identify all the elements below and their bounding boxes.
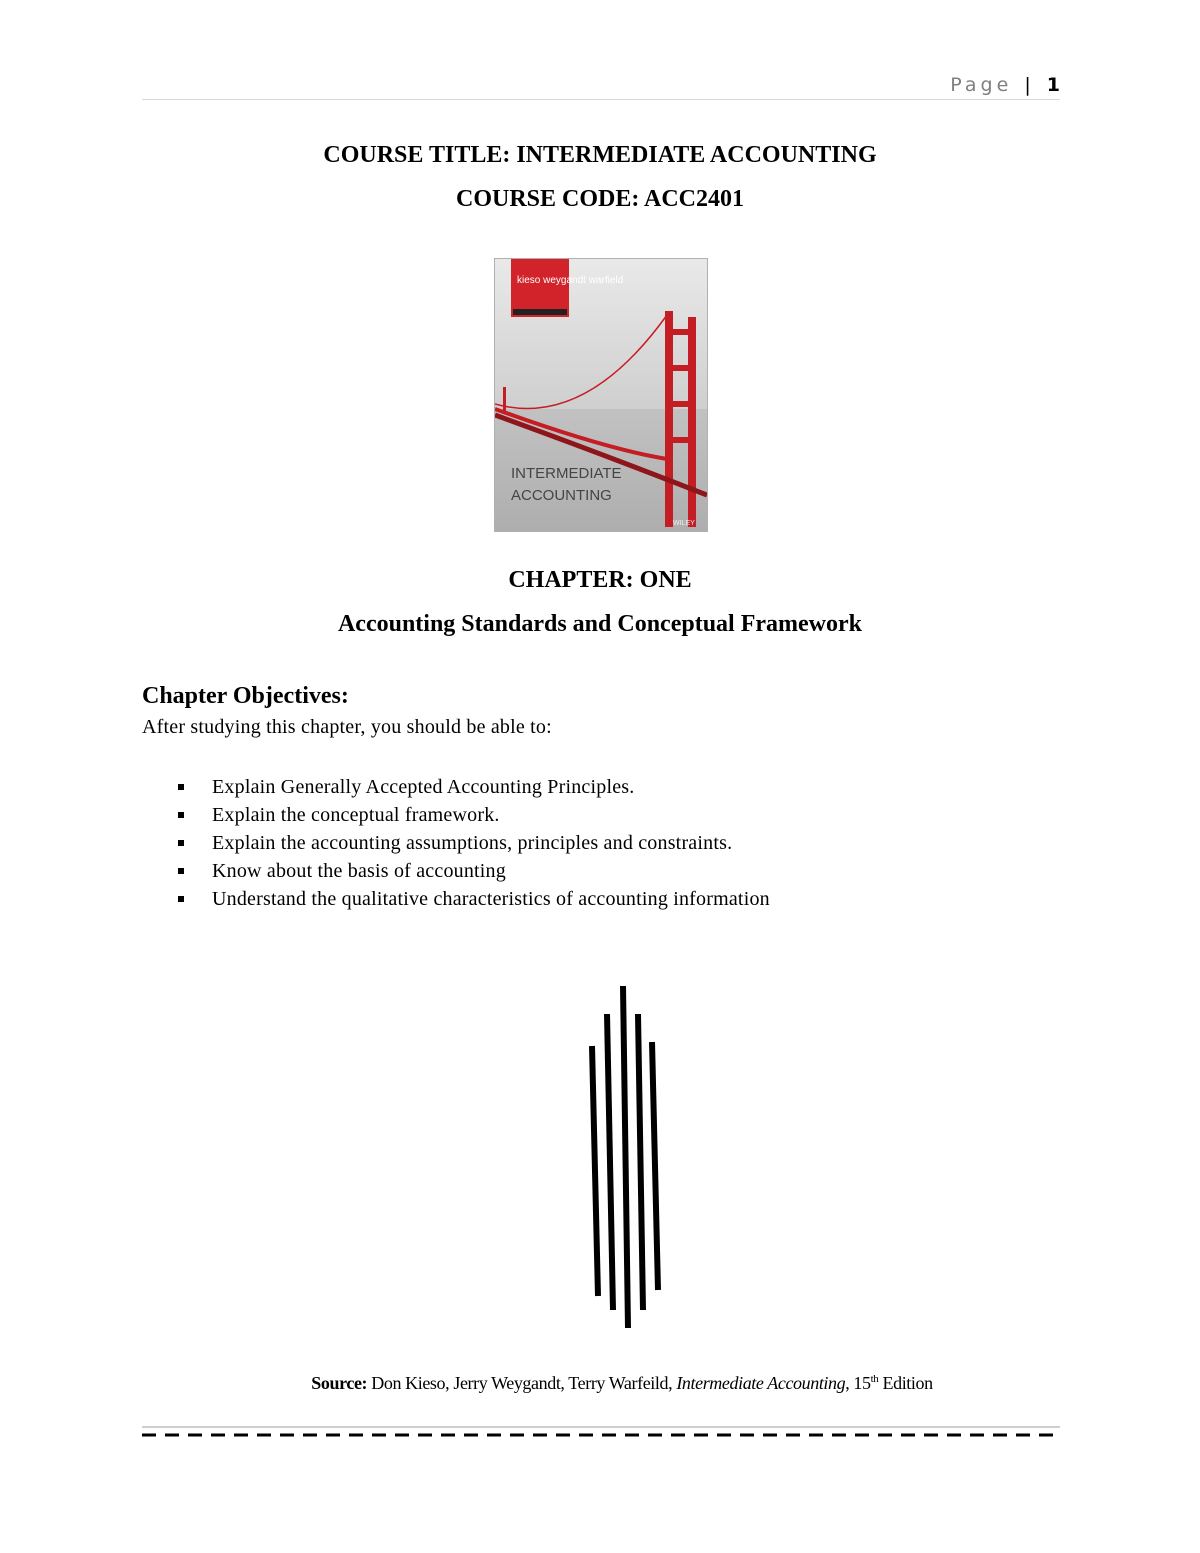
source-book-title: Intermediate Accounting bbox=[676, 1373, 846, 1393]
header-rule bbox=[142, 99, 1060, 100]
cover-title-line1: INTERMEDIATE bbox=[511, 465, 622, 482]
objective-item bbox=[142, 830, 770, 858]
objectives-list bbox=[142, 774, 770, 914]
square-bullet-icon bbox=[178, 868, 184, 874]
objectives-intro: After studying this chapter, you should be able to: bbox=[142, 716, 552, 738]
objective-text: Know about the basis of accounting bbox=[212, 860, 506, 882]
source-edition-suffix: th bbox=[870, 1373, 879, 1385]
square-bullet-icon bbox=[178, 784, 184, 790]
objective-text: Understand the qualitative characteristics of accounting information bbox=[212, 888, 770, 910]
footer-rule bbox=[142, 1426, 1060, 1428]
book-cover-image bbox=[494, 258, 708, 532]
page-label: Page bbox=[950, 74, 1013, 96]
square-bullet-icon bbox=[178, 840, 184, 846]
cover-publisher: WILEY bbox=[673, 520, 695, 527]
objective-text: Explain the accounting assumptions, principles and constraints. bbox=[212, 832, 733, 854]
vertical-lines-decoration bbox=[580, 980, 670, 1330]
square-bullet-icon bbox=[178, 812, 184, 818]
chapter-label: CHAPTER: ONE bbox=[508, 567, 692, 593]
course-code: COURSE CODE: ACC2401 bbox=[455, 186, 745, 212]
source-edition-word: Edition bbox=[878, 1373, 933, 1393]
square-bullet-icon bbox=[178, 896, 184, 902]
chapter-subtitle: Accounting Standards and Conceptual Framework bbox=[337, 611, 863, 637]
objective-item bbox=[142, 858, 770, 886]
course-title: COURSE TITLE: INTERMEDIATE ACCOUNTING bbox=[323, 142, 877, 168]
source-label: Source: bbox=[311, 1373, 368, 1393]
objective-item bbox=[142, 886, 770, 914]
page-number: 1 bbox=[1046, 74, 1060, 96]
page-separator: | bbox=[1024, 74, 1031, 96]
objective-text: Explain Generally Accepted Accounting Principles. bbox=[212, 776, 635, 798]
cover-brand: kieso weygandt warfield bbox=[517, 275, 624, 286]
objective-item bbox=[142, 802, 770, 830]
objective-item bbox=[142, 774, 770, 802]
source-citation bbox=[0, 1373, 1200, 1394]
objectives-heading: Chapter Objectives: bbox=[142, 683, 349, 709]
footer-dashed-line bbox=[142, 1430, 1060, 1438]
objective-text: Explain the conceptual framework. bbox=[212, 804, 500, 826]
page-number-header bbox=[950, 74, 1060, 96]
cover-title-line2: ACCOUNTING bbox=[511, 487, 612, 504]
source-authors: Don Kieso, Jerry Weygandt, Terry Warfeild, bbox=[367, 1373, 677, 1393]
source-edition-number: , 15 bbox=[845, 1373, 871, 1393]
